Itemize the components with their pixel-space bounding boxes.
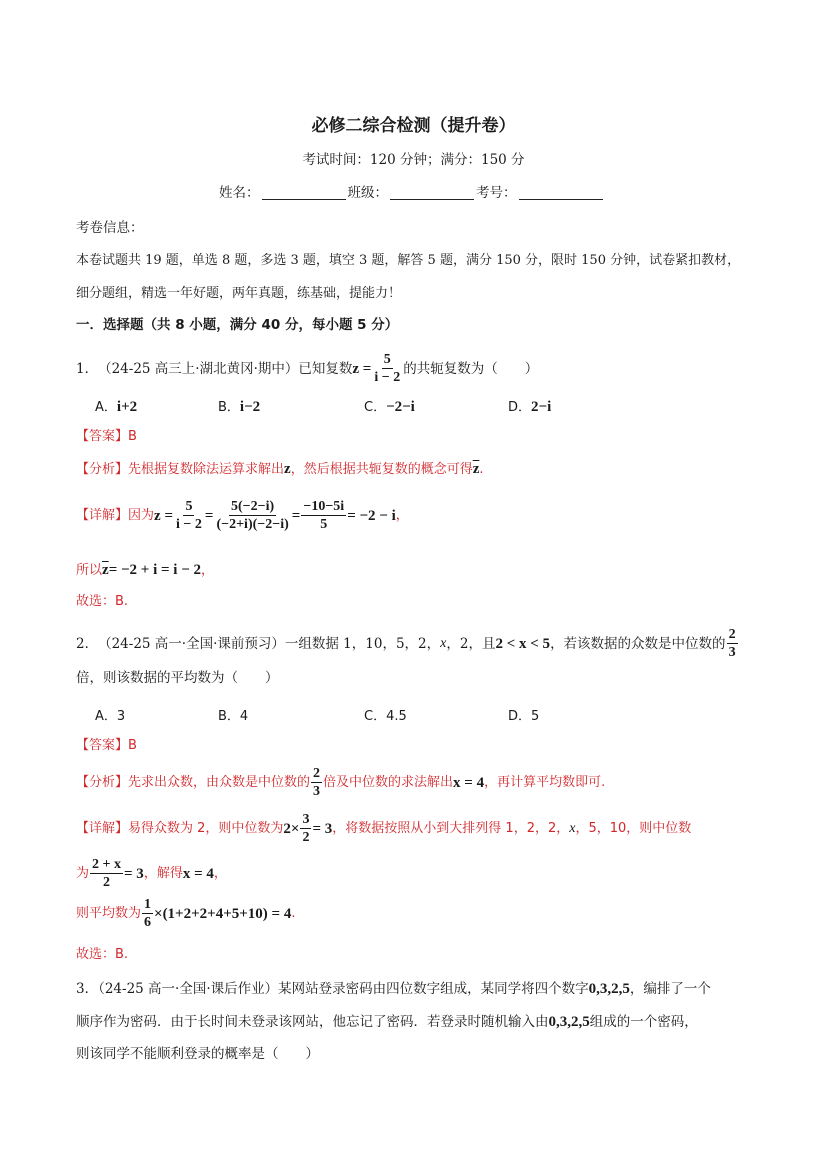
q2-detail: 【详解】 易得众数为 2，则中位数为 2× $\frac{3}{2}$ = 3 ，将数据按照从小到大排列得 1，2，2， x ，5，10，则中位数 (76, 812, 692, 845)
q2-option-a: A．3 (95, 709, 126, 724)
exam-time: 考试时间：120 分钟；满分：150 分 (302, 152, 525, 168)
q2-analysis-frac: $\frac{2}{3}$ (313, 766, 321, 799)
q2-detail-line3: 则平均数为 $\frac{1}{6}$ ×(1+2+2+4+5+10) = 4 . (76, 897, 296, 930)
q3-line-3: 则该同学不能顺利登录的概率是（ ） (76, 1046, 319, 1062)
q2-line2-frac: $\frac{2 + x}{2}$ (92, 857, 121, 890)
q2-answer: 【答案】B (76, 738, 137, 753)
q1-number: 1． (76, 360, 99, 377)
q2-detail-frac: $\frac{3}{2}$ (302, 812, 310, 845)
q1-source: （24-25 高三上·湖北黄冈·期中） (98, 360, 299, 377)
q3-line-1: 3．（24-25 高一·全国·课后作业）某网站登录密码由四位数字组成，某同学将四个数字0,3,2,5，编排了一个 (76, 981, 711, 997)
q3-line-2: 顺序作为密码．由于长时间未登录该网站，他忘记了密码．若登录时随机输入由0,3,2,5组成的一个密码， (76, 1014, 698, 1030)
q1-answer: 【答案】B (76, 429, 137, 444)
q1-option-b: B．i−2 (218, 399, 261, 415)
name-label: 姓名： (219, 185, 260, 201)
q1-stem (76, 352, 538, 385)
class-label: 班级： (347, 185, 388, 201)
q2-stem: 2． （24-25 高一·全国·课前预习） 一组数据 1，10，5，2， x ，2，且 2 < x < 5 ，若该数据的众数是中位数的 $\frac{2}{3}$ (76, 627, 736, 660)
q1-detail-frac-2: $\frac{5(-2-i)}{(-2+i)(-2-i)}$ (216, 499, 289, 532)
q2-analysis: 【分析】 先求出众数，由众数是中位数的 $\frac{2}{3}$ 倍及中位数的求法解出 x = 4 ，再计算平均数即可. (76, 766, 606, 799)
q1-option-d: D．2−i (508, 399, 552, 415)
q1-detail-frac-3: $\frac{-10-5i}{5}$ (303, 499, 345, 532)
info-label: 考卷信息： (76, 220, 144, 236)
q1-analysis: 【分析】先根据复数除法运算求解出z，然后根据共轭复数的概念可得$\overline{z}$. (76, 461, 484, 477)
q2-option-c: C．4.5 (364, 709, 407, 724)
q1-stem-b: 的共轭复数为（ ） (403, 360, 539, 377)
student-info-row (219, 184, 605, 202)
name-blank (262, 185, 346, 200)
q1-choose: 故选：B. (76, 594, 129, 609)
section-heading: 一．选择题（共 8 小题，满分 40 分，每小题 5 分） (76, 317, 399, 333)
number-label: 考号： (476, 185, 517, 201)
q1-detail-frac-1: $\frac{5}{i - 2}$ (176, 499, 202, 532)
q1-so: 所以$\overline{z}= -2 + i = i - 2$， (76, 562, 215, 578)
q1-fraction: $\frac{5}{i - 2}$ (374, 352, 401, 385)
document-title: 必修二综合检测（提升卷） (311, 116, 516, 136)
q2-option-d: D．5 (508, 709, 540, 724)
q2-fraction: $\frac{2}{3}$ (728, 627, 736, 660)
q2-option-b: B．4 (218, 709, 249, 724)
q1-stem-a: 已知复数 (298, 360, 353, 377)
info-line-2: 细分题组，精选一年好题，两年真题，练基础，提能力！ (76, 286, 402, 301)
q2-line3-frac: $\frac{1}{6}$ (144, 897, 152, 930)
class-blank (390, 185, 474, 200)
q1-option-c: C．−2−i (364, 399, 415, 415)
q2-detail-line2: 为 $\frac{2 + x}{2}$ = 3 ，解得 x = 4 ， (76, 857, 227, 890)
q2-stem-cont: 倍，则该数据的平均数为（ ） (76, 670, 279, 686)
q1-option-a: A．i+2 (95, 399, 138, 415)
q1-z-eq: z = (352, 360, 372, 377)
q1-detail: 【详解】 因为 z = $\frac{5}{i - 2}$ = $\frac{5(-2-i)}{(-2+i)(-2-i)}$ = $\frac{-10-5i}{5}$ = −2 − i ， (76, 499, 409, 532)
number-blank (519, 185, 603, 200)
info-line-1: 本卷试题共 19 题，单选 8 题，多选 3 题，填空 3 题，解答 5 题，满分 150 分，限时 150 分钟，试卷紧扣教材， (76, 253, 741, 268)
q2-choose: 故选：B. (76, 947, 129, 962)
